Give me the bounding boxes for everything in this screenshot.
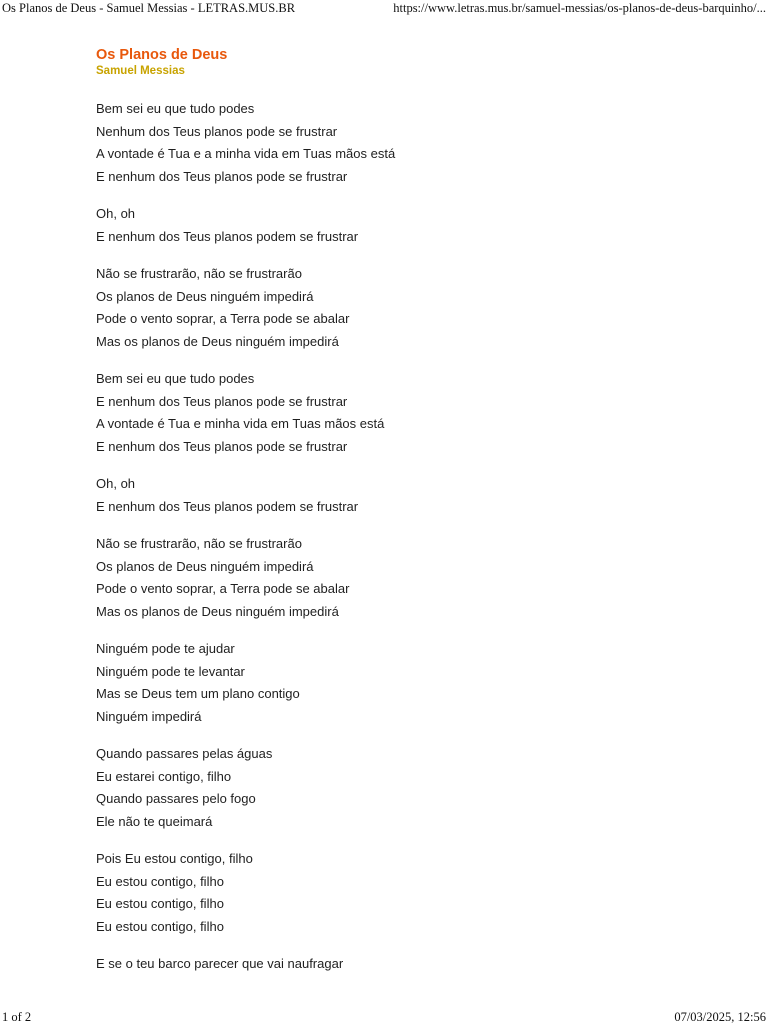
lyrics-stanza xyxy=(96,368,696,458)
lyric-line: Os planos de Deus ninguém impedirá xyxy=(96,288,314,304)
lyrics-page xyxy=(96,46,696,991)
lyric-line: Oh, oh xyxy=(96,476,136,491)
lyrics-stanza xyxy=(96,848,696,938)
lyrics-stanza xyxy=(96,473,696,518)
lyric-line: Ninguém pode te ajudar xyxy=(96,641,235,656)
lyric-line: Ele não te queimará xyxy=(96,813,213,829)
lyrics-stanza xyxy=(96,638,696,728)
lyric-line: Eu estou contigo, filho xyxy=(96,918,224,934)
lyric-line: Não se frustrarão, não se frustrarão xyxy=(96,536,302,551)
lyric-line: Eu estou contigo, filho xyxy=(96,896,224,911)
print-header xyxy=(0,1,768,17)
lyrics-stanza xyxy=(96,203,696,248)
page-url[interactable]: https://www.letras.mus.br/samuel-messias/os-planos-de-deus-barquinho/... xyxy=(393,1,766,15)
lyrics-stanza xyxy=(96,743,696,833)
lyric-line: Nenhum dos Teus planos pode se frustrar xyxy=(96,123,338,139)
lyric-line: E nenhum dos Teus planos pode se frustrar xyxy=(96,168,348,184)
lyric-line: Quando passares pelo fogo xyxy=(96,791,256,806)
lyric-line: A vontade é Tua e a minha vida em Tuas mãos está xyxy=(96,146,396,161)
lyric-line: Ninguém pode te levantar xyxy=(96,663,245,679)
lyric-line: Ninguém impedirá xyxy=(96,708,202,724)
lyrics-stanza xyxy=(96,98,696,188)
lyric-line: E se o teu barco parecer que vai naufragar xyxy=(96,956,344,971)
lyric-line: A vontade é Tua e minha vida em Tuas mãos está xyxy=(96,416,385,431)
page-number: 1 of 2 xyxy=(2,1010,32,1024)
lyric-line: Não se frustrarão, não se frustrarão xyxy=(96,266,302,281)
lyric-line: E nenhum dos Teus planos pode se frustrar xyxy=(96,438,348,454)
print-timestamp: 07/03/2025, 12:56 xyxy=(674,1010,766,1024)
lyric-line: Bem sei eu que tudo podes xyxy=(96,371,255,386)
lyric-line: E nenhum dos Teus planos podem se frustrar xyxy=(96,498,359,514)
lyrics-body xyxy=(96,98,696,976)
lyric-line: Pode o vento soprar, a Terra pode se abalar xyxy=(96,311,350,326)
lyric-line: E nenhum dos Teus planos podem se frustrar xyxy=(96,228,359,244)
lyrics-stanza xyxy=(96,533,696,623)
song-title: Os Planos de Deus xyxy=(96,47,228,63)
lyric-line: Mas os planos de Deus ninguém impedirá xyxy=(96,603,339,619)
lyric-line: Mas os planos de Deus ninguém impedirá xyxy=(96,333,339,349)
lyric-line: Eu estou contigo, filho xyxy=(96,873,224,889)
lyric-line: Os planos de Deus ninguém impedirá xyxy=(96,558,314,574)
lyric-line: Eu estarei contigo, filho xyxy=(96,768,232,784)
lyric-line: Pois Eu estou contigo, filho xyxy=(96,851,253,866)
lyrics-stanza xyxy=(96,953,696,976)
page-title-header: Os Planos de Deus - Samuel Messias - LETRAS.MUS.BR xyxy=(2,1,296,15)
lyric-line: E nenhum dos Teus planos pode se frustrar xyxy=(96,393,348,409)
lyric-line: Pode o vento soprar, a Terra pode se abalar xyxy=(96,581,350,596)
lyric-line: Quando passares pelas águas xyxy=(96,746,273,761)
artist-link[interactable]: Samuel Messias xyxy=(96,65,185,77)
lyric-line: Mas se Deus tem um plano contigo xyxy=(96,686,300,701)
lyric-line: Oh, oh xyxy=(96,206,136,221)
lyric-line: Bem sei eu que tudo podes xyxy=(96,101,255,116)
lyrics-stanza xyxy=(96,263,696,353)
